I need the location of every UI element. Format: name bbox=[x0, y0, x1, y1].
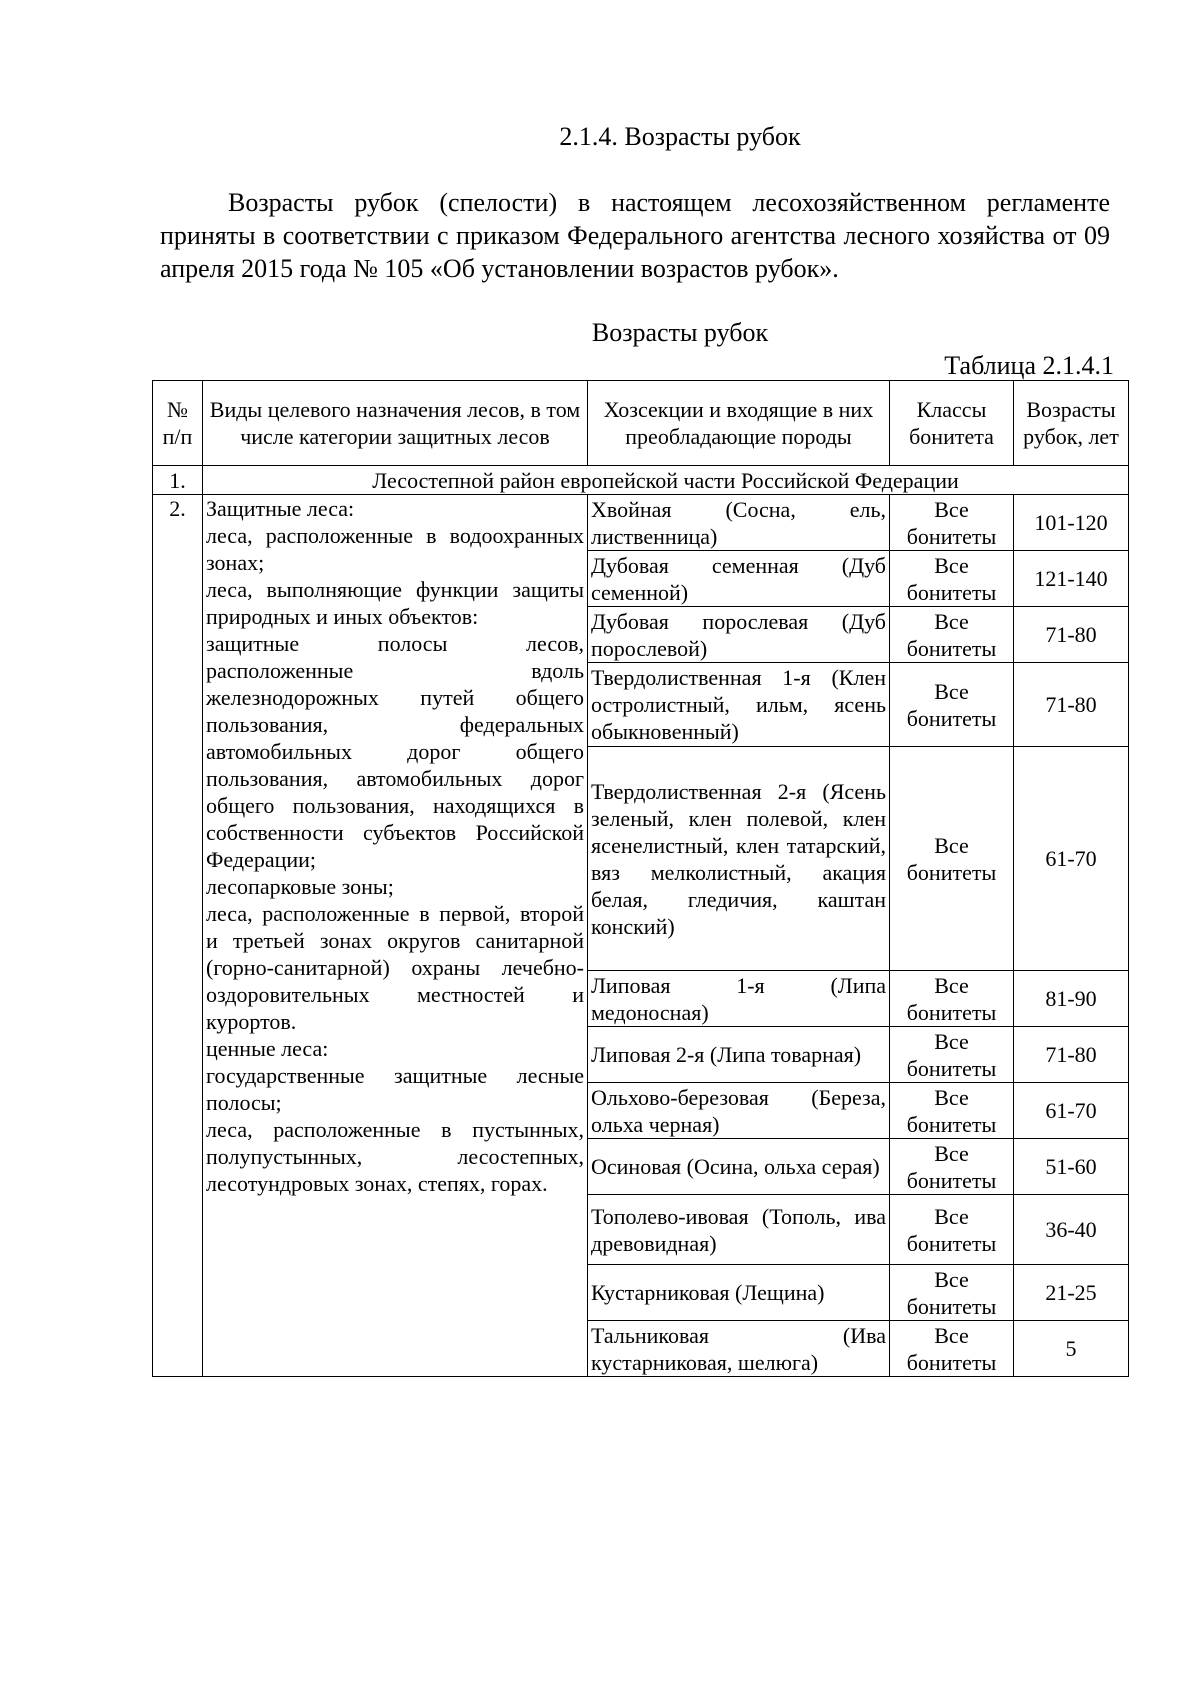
region-row bbox=[153, 466, 1129, 495]
bonitet-cell: Все бонитеты bbox=[890, 971, 1014, 1027]
bonitet-cell: Все бонитеты bbox=[890, 1139, 1014, 1195]
section-cell: Дубовая семенная (Дуб семенной) bbox=[588, 551, 890, 607]
section-cell: Тополево-ивовая (Тополь, ива древовидная) bbox=[588, 1195, 890, 1265]
table-title: Возрасты рубок bbox=[591, 318, 769, 347]
age-cell: 61-70 bbox=[1014, 1083, 1129, 1139]
section-title: 2.1.4. Возрасты рубок bbox=[559, 122, 801, 151]
table-row bbox=[153, 495, 1129, 551]
bonitet-cell: Все бонитеты bbox=[890, 747, 1014, 971]
age-cell: 121-140 bbox=[1014, 551, 1129, 607]
bonitet-cell: Все бонитеты bbox=[890, 1265, 1014, 1321]
age-cell: 71-80 bbox=[1014, 663, 1129, 747]
purpose-line: ценные леса: bbox=[206, 1036, 329, 1061]
section-cell: Дубовая порослевая (Дуб порослевой) bbox=[588, 607, 890, 663]
section-cell: Твердолиственная 1-я (Клен остролистный, ильм, ясень обыкновенный) bbox=[588, 663, 890, 747]
section-cell: Осиновая (Осина, ольха серая) bbox=[588, 1139, 890, 1195]
main-row-num: 2. bbox=[153, 495, 203, 1377]
age-cell: 36-40 bbox=[1014, 1195, 1129, 1265]
header-classes: Классы бонитета bbox=[890, 381, 1014, 466]
purpose-line: леса, расположенные в пустынных, полупустынных, лесостепных, лесотундровых зонах, степях, горах. bbox=[206, 1117, 584, 1196]
age-cell: 51-60 bbox=[1014, 1139, 1129, 1195]
age-cell: 101-120 bbox=[1014, 495, 1129, 551]
region-row-num: 1. bbox=[153, 466, 203, 495]
purpose-line: защитные полосы лесов, расположенные вдоль железнодорожных путей общего пользования, федеральных автомобильных дорог общего пользования, автомобильных дорог общего пользования, находящихся в собственности субъектов Российской Федерации; bbox=[206, 631, 584, 872]
intro-paragraph: Возрасты рубок (спелости) в настоящем лесохозяйственном регламенте приняты в соответствии с приказом Федерального агентства лесного хозяйства от 09 апреля 2015 года № 105 «Об установлении возрастов рубок». bbox=[160, 188, 1110, 283]
header-num: № п/п bbox=[153, 381, 203, 466]
table-number: Таблица 2.1.4.1 bbox=[944, 351, 1114, 380]
purpose-line: Защитные леса: bbox=[206, 496, 355, 521]
section-cell: Твердолиственная 2-я (Ясень зеленый, клен полевой, клен ясенелистный, клен татарский, вяз мелколистный, акация белая, гледичия, каштан конский) bbox=[588, 747, 890, 971]
header-purpose: Виды целевого назначения лесов, в том числе категории защитных лесов bbox=[203, 381, 588, 466]
purpose-line: лесопарковые зоны; bbox=[206, 874, 394, 899]
bonitet-cell: Все бонитеты bbox=[890, 607, 1014, 663]
age-cell: 71-80 bbox=[1014, 1027, 1129, 1083]
bonitet-cell: Все бонитеты bbox=[890, 1027, 1014, 1083]
section-cell: Кустарниковая (Лещина) bbox=[588, 1265, 890, 1321]
section-cell: Липовая 2-я (Липа товарная) bbox=[588, 1027, 890, 1083]
purpose-cell bbox=[203, 495, 588, 1377]
age-cell: 71-80 bbox=[1014, 607, 1129, 663]
bonitet-cell: Все бонитеты bbox=[890, 551, 1014, 607]
purpose-line: леса, расположенные в водоохранных зонах; bbox=[206, 523, 584, 575]
section-cell: Ольхово-березовая (Береза, ольха черная) bbox=[588, 1083, 890, 1139]
section-cell: Тальниковая (Ива кустарниковая, шелюга) bbox=[588, 1321, 890, 1377]
purpose-line: государственные защитные лесные полосы; bbox=[206, 1063, 584, 1115]
header-ages: Возрасты рубок, лет bbox=[1014, 381, 1129, 466]
bonitet-cell: Все бонитеты bbox=[890, 1195, 1014, 1265]
table-header-row bbox=[153, 381, 1129, 466]
age-cell: 61-70 bbox=[1014, 747, 1129, 971]
bonitet-cell: Все бонитеты bbox=[890, 1083, 1014, 1139]
cutting-age-table bbox=[152, 380, 1129, 1377]
bonitet-cell: Все бонитеты bbox=[890, 495, 1014, 551]
region-row-text: Лесостепной район европейской части Российской Федерации bbox=[203, 466, 1129, 495]
age-cell: 5 bbox=[1014, 1321, 1129, 1377]
table-body bbox=[153, 466, 1129, 1377]
section-cell: Хвойная (Сосна, ель, лиственница) bbox=[588, 495, 890, 551]
section-cell: Липовая 1-я (Липа медоносная) bbox=[588, 971, 890, 1027]
purpose-line: леса, выполняющие функции защиты природных и иных объектов: bbox=[206, 577, 584, 629]
bonitet-cell: Все бонитеты bbox=[890, 1321, 1014, 1377]
header-sections: Хозсекции и входящие в них преобладающие породы bbox=[588, 381, 890, 466]
age-cell: 81-90 bbox=[1014, 971, 1129, 1027]
bonitet-cell: Все бонитеты bbox=[890, 663, 1014, 747]
age-cell: 21-25 bbox=[1014, 1265, 1129, 1321]
purpose-line: леса, расположенные в первой, второй и третьей зонах округов санитарной (горно-санитарной) охраны лечебно-оздоровительных местностей и курортов. bbox=[206, 901, 584, 1034]
